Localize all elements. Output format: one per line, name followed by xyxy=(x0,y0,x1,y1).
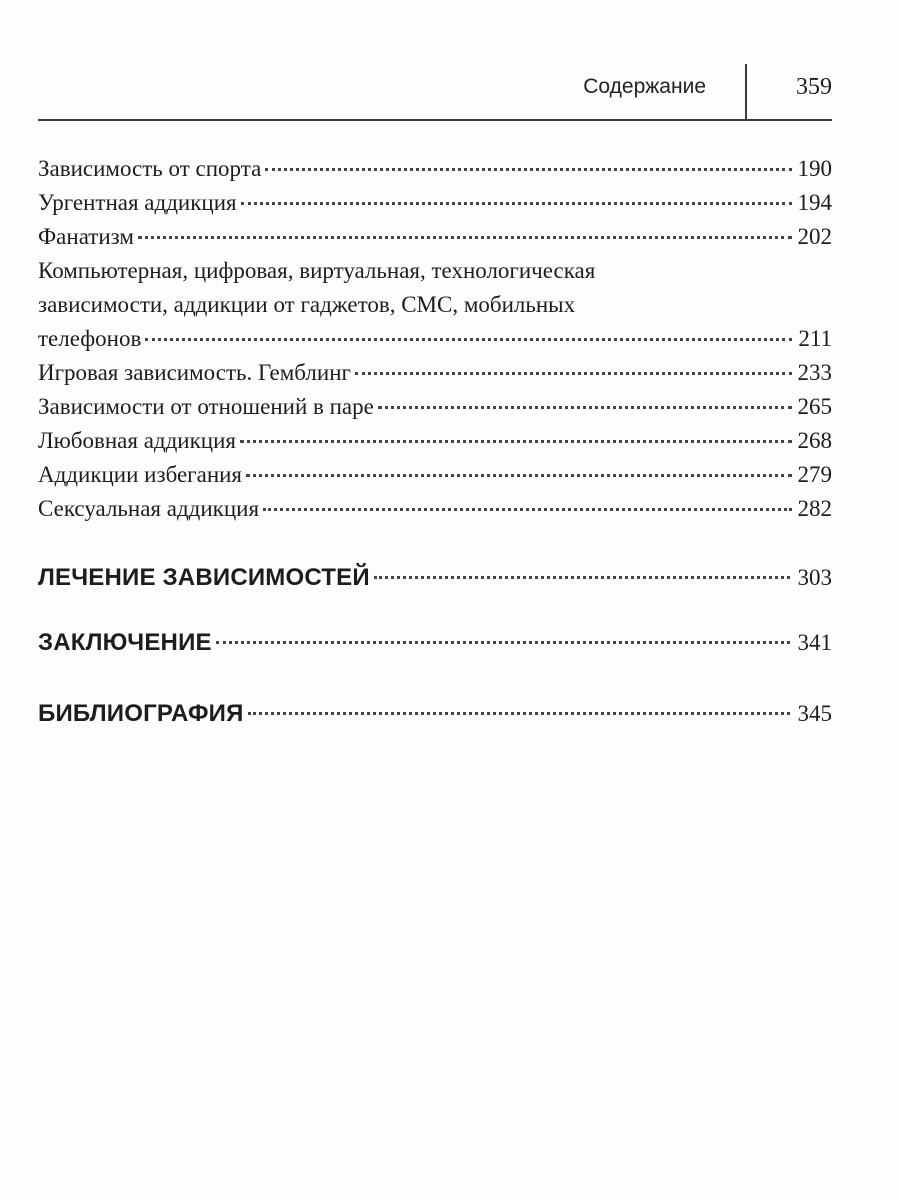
toc-entry-title: Игровая зависимость. Гемблинг xyxy=(38,360,351,385)
dot-leader xyxy=(248,712,790,715)
toc-entry-page: 279 xyxy=(797,462,832,487)
dot-leader xyxy=(374,576,790,579)
dot-leader xyxy=(145,338,792,341)
toc-entry[interactable] xyxy=(38,186,832,220)
toc-entry-title: Фанатизм xyxy=(38,224,134,249)
toc-major-page: 303 xyxy=(797,565,832,590)
dot-leader xyxy=(265,168,791,171)
running-head xyxy=(38,60,832,121)
dot-leader xyxy=(241,202,792,205)
toc-major-title: БИБЛИОГРАФИЯ xyxy=(38,700,244,727)
toc-entry[interactable] xyxy=(38,220,832,254)
toc-entry-title: Зависимости от отношений в паре xyxy=(38,394,374,419)
toc-entry-title-line: Компьютерная, цифровая, виртуальная, технологическая xyxy=(38,258,596,283)
dot-leader xyxy=(240,440,792,443)
toc-entry[interactable] xyxy=(38,356,832,390)
toc-entry[interactable] xyxy=(38,492,832,526)
toc-major-page: 341 xyxy=(797,630,832,655)
toc-entry-page: 265 xyxy=(797,394,832,419)
toc-entry[interactable] xyxy=(38,424,832,458)
toc-entry-page: 194 xyxy=(797,190,832,215)
dot-leader xyxy=(138,236,792,239)
toc-entry[interactable] xyxy=(38,152,832,186)
toc-entry-title: Ургентная аддикция xyxy=(38,190,237,215)
toc-entry-title: Любовная аддикция xyxy=(38,428,236,453)
toc-major-title: ЗАКЛЮЧЕНИЕ xyxy=(38,629,212,656)
toc-entry-title: Аддикции избегания xyxy=(38,462,243,487)
dot-leader xyxy=(263,508,791,511)
toc-entry[interactable] xyxy=(38,458,832,492)
toc-entry-title: Сексуальная аддикция xyxy=(38,496,260,521)
toc-entry-title: телефонов xyxy=(38,326,142,351)
toc-major-entry[interactable] xyxy=(38,558,832,598)
toc-major-entry[interactable] xyxy=(38,694,832,734)
dot-leader xyxy=(378,406,792,409)
toc-major-entry[interactable] xyxy=(38,623,832,663)
toc-entry-multiline[interactable] xyxy=(38,254,832,356)
dot-leader xyxy=(246,474,791,477)
header-divider xyxy=(745,64,747,119)
toc-entry-page: 233 xyxy=(797,360,832,385)
table-of-contents xyxy=(38,152,832,734)
toc-entry-title-line: зависимости, аддикции от гаджетов, СМС, мобильных xyxy=(38,292,576,317)
toc-entry-page: 211 xyxy=(798,326,832,351)
toc-major-page: 345 xyxy=(797,701,832,726)
running-head-title: Содержание xyxy=(583,75,706,98)
toc-entry-page: 282 xyxy=(797,496,832,521)
toc-entry-page: 190 xyxy=(797,156,832,181)
dot-leader xyxy=(216,641,790,644)
toc-entry-page: 202 xyxy=(797,224,832,249)
dot-leader xyxy=(355,372,792,375)
toc-entry[interactable] xyxy=(38,390,832,424)
toc-entry-title: Зависимость от спорта xyxy=(38,156,262,181)
page-number: 359 xyxy=(796,74,832,100)
toc-entry-page: 268 xyxy=(797,428,832,453)
toc-major-title: ЛЕЧЕНИЕ ЗАВИСИМОСТЕЙ xyxy=(38,564,370,591)
